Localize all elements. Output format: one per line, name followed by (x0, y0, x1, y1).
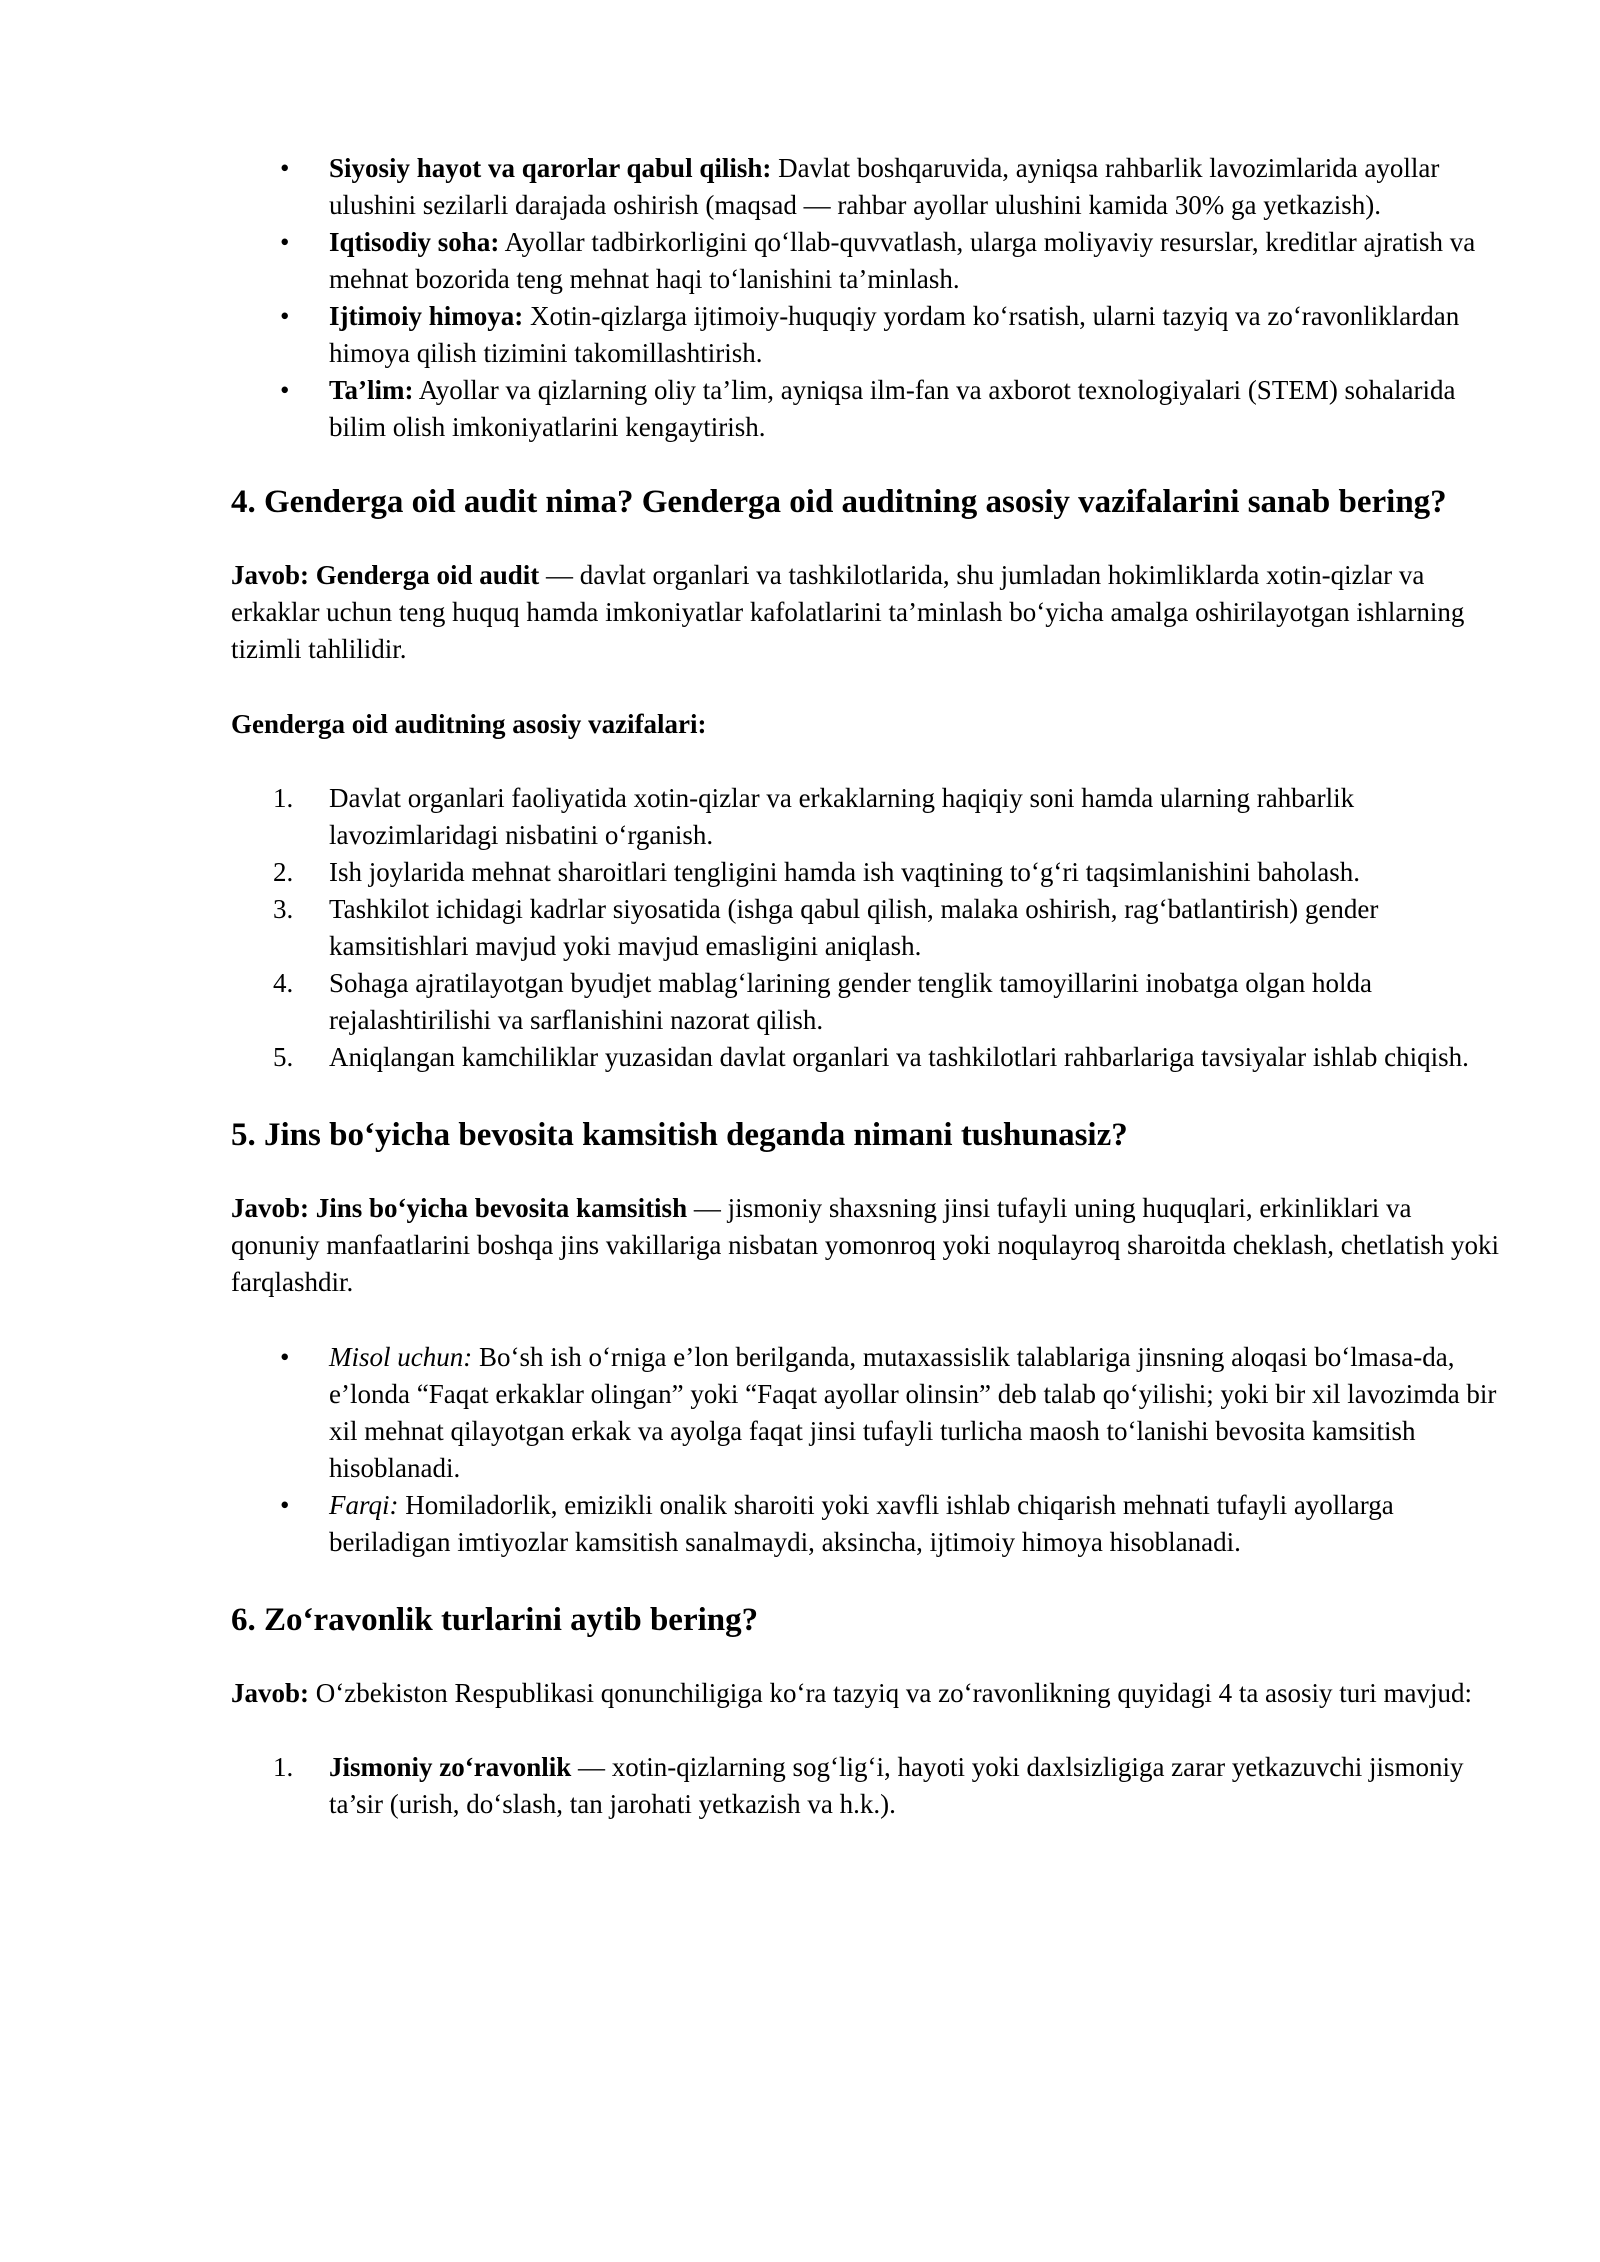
item-text: Sohaga ajratilayotgan byudjet mablag‘larining gender tenglik tamoyillarini inobatga olgan holda rejalashtirilishi va sarflanishini nazorat qilish. (329, 968, 1372, 1035)
item-text: Aniqlangan kamchiliklar yuzasidan davlat organlari va tashkilotlari rahbarlariga tavsiyalar ishlab chiqish. (329, 1042, 1469, 1072)
list-item (231, 150, 1504, 224)
list-item (231, 298, 1504, 372)
item-number: 1. (273, 783, 294, 813)
answer-term: Jins bo‘yicha bevosita kamsitish (315, 1193, 688, 1223)
list-item (231, 854, 1504, 891)
item-text: Ayollar va qizlarning oliy ta’lim, ayniqsa ilm-fan va axborot texnologiyalari (STEM) sohalarida bilim olish imkoniyatlarini kengaytirish. (329, 375, 1456, 442)
section-6-answer (231, 1675, 1504, 1712)
item-number: 3. (273, 894, 294, 924)
item-text: Ayollar tadbirkorligini qo‘llab-quvvatlash, ularga moliyaviy resurslar, kreditlar ajratish va mehnat bozorida teng mehnat haqi to‘lanishini ta’minlash. (329, 227, 1476, 294)
section-5-answer (231, 1190, 1504, 1301)
subheading-text: Genderga oid auditning asosiy vazifalari: (231, 709, 707, 739)
item-term: Siyosiy hayot va qarorlar qabul qilish: (329, 153, 772, 183)
item-number: 2. (273, 857, 294, 887)
bullet-icon: • (280, 1490, 290, 1520)
discrimination-examples-list (231, 1339, 1504, 1561)
item-term: Ta’lim: (329, 375, 414, 405)
item-term: Farqi: (329, 1490, 399, 1520)
violence-types-list (231, 1749, 1504, 1823)
item-text: Tashkilot ichidagi kadrlar siyosatida (ishga qabul qilish, malaka oshirish, rag‘batlantirish) gender kamsitishlari mavjud yoki mavjud emasligini aniqlash. (329, 894, 1379, 961)
list-item (231, 1039, 1504, 1076)
item-number: 4. (273, 968, 294, 998)
bullet-icon: • (280, 1342, 290, 1372)
item-term: Jismoniy zo‘ravonlik (329, 1752, 572, 1782)
bullet-icon: • (280, 153, 290, 183)
list-item (231, 780, 1504, 854)
list-item (231, 372, 1504, 446)
list-item (231, 891, 1504, 965)
bullet-icon: • (280, 227, 290, 257)
item-number: 1. (273, 1752, 294, 1782)
bullet-icon: • (280, 301, 290, 331)
item-term: Misol uchun: (329, 1342, 473, 1372)
section-5-heading: 5. Jins bo‘yicha bevosita kamsitish deganda nimani tushunasiz? (231, 1117, 1128, 1153)
answer-text: — jismoniy shaxsning jinsi tufayli uning huquqlari, erkinliklari va qonuniy manfaatlarini boshqa jins vakillariga nisbatan yomonroq yoki noqulayroq sharoitda cheklash, chetlatish yoki farqlashdir. (231, 1193, 1499, 1297)
item-number: 5. (273, 1042, 294, 1072)
item-text: — xotin-qizlarning sog‘lig‘i, hayoti yoki daxlsizligiga zarar yetkazuvchi jismoniy ta’sir (urish, do‘slash, tan jarohati yetkazish va h.k.). (329, 1752, 1464, 1819)
answer-term: Genderga oid audit (315, 560, 540, 590)
list-item (231, 224, 1504, 298)
item-text: Xotin-qizlarga ijtimoiy-huquqiy yordam ko‘rsatish, ularni tazyiq va zo‘ravonliklardan himoya qilish tizimini takomillashtirish. (329, 301, 1460, 368)
list-item (231, 965, 1504, 1039)
item-text: Ish joylarida mehnat sharoitlari tengligini hamda ish vaqtining to‘g‘ri taqsimlanishini baholash. (329, 857, 1361, 887)
item-text: Homiladorlik, emizikli onalik sharoiti yoki xavfli ishlab chiqarish mehnati tufayli ayollarga beriladigan imtiyozlar kamsitish sanalmaydi, aksincha, ijtimoiy himoya hisoblanadi. (329, 1490, 1394, 1557)
answer-label: Javob: (231, 560, 316, 590)
section-4-answer (231, 557, 1504, 668)
answer-label: Javob: (231, 1193, 316, 1223)
bullet-list-goals (231, 150, 1504, 446)
section-4-subheading (231, 706, 1504, 743)
bullet-icon: • (280, 375, 290, 405)
list-item (231, 1749, 1504, 1823)
answer-text: O‘zbekiston Respublikasi qonunchiligiga ko‘ra tazyiq va zo‘ravonlikning quyidagi 4 ta asosiy turi mavjud: (309, 1678, 1473, 1708)
section-6-heading: 6. Zo‘ravonlik turlarini aytib bering? (231, 1602, 759, 1638)
answer-label: Javob: (231, 1678, 310, 1708)
item-text: Davlat organlari faoliyatida xotin-qizlar va erkaklarning haqiqiy soni hamda ularning rahbarlik lavozimlaridagi nisbatini o‘rganish. (329, 783, 1355, 850)
list-item (231, 1339, 1504, 1487)
item-text: Bo‘sh ish o‘rniga e’lon berilganda, mutaxassislik talablariga jinsning aloqasi bo‘lmasa-da, e’londa “Faqat erkaklar olingan” yoki “Faqat ayollar olinsin” deb talab qo‘yilishi; yoki bir xil lavozimda bir xil mehnat qilayotgan erkak va ayolga faqat jinsi tufayli turlicha maosh to‘lanishi bevosita kamsitish hisoblanadi. (329, 1342, 1497, 1483)
list-item (231, 1487, 1504, 1561)
section-4-heading: 4. Genderga oid audit nima? Genderga oid auditning asosiy vazifalarini sanab bering? (231, 484, 1447, 520)
item-term: Iqtisodiy soha: (329, 227, 500, 257)
answer-text: — davlat organlari va tashkilotlarida, shu jumladan hokimliklarda xotin-qizlar va erkaklar uchun teng huquq hamda imkoniyatlar kafolatlarini ta’minlash bo‘yicha amalga oshirilayotgan ishlarning tizimli tahlilidir. (231, 560, 1465, 664)
audit-tasks-list (231, 780, 1504, 1076)
item-text: Davlat boshqaruvida, ayniqsa rahbarlik lavozimlarida ayollar ulushini sezilarli darajada oshirish (maqsad — rahbar ayollar ulushini kamida 30% ga yetkazish). (329, 153, 1440, 220)
item-term: Ijtimoiy himoya: (329, 301, 524, 331)
